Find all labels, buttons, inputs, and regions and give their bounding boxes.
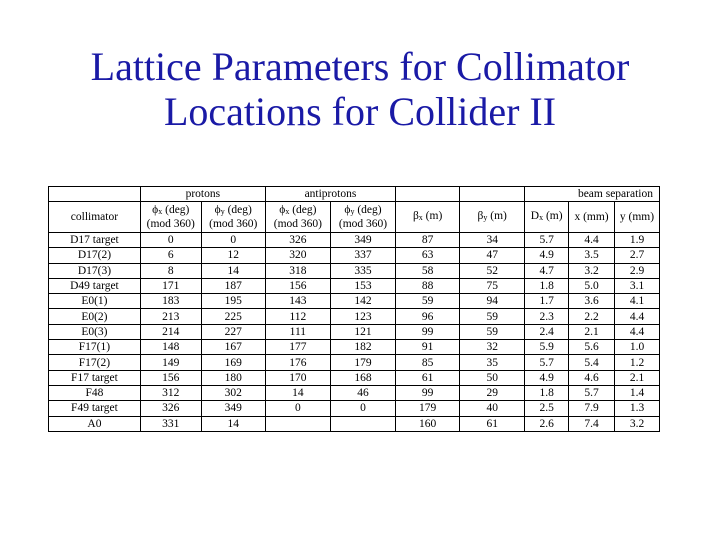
cell-phi-y-protons: 225 [201,309,265,324]
cell-separation-x: 4.4 [569,233,615,248]
cell-beta-y: 34 [460,233,525,248]
cell-phi-y-antiprotons: 142 [330,294,395,309]
cell-collimator-name: E0(1) [49,294,141,309]
cell-phi-x-antiprotons: 143 [265,294,330,309]
cell-separation-y: 1.2 [615,355,660,370]
cell-phi-x-protons: 149 [140,355,201,370]
table-row [49,355,660,370]
phi-symbol: ϕ [279,204,286,216]
cell-phi-x-antiprotons: 112 [265,309,330,324]
cell-beta-x: 88 [396,278,460,293]
table-row [49,340,660,355]
group-header-empty [49,187,141,202]
subscript: y [483,213,488,222]
cell-phi-y-antiprotons: 179 [330,355,395,370]
cell-beta-x: 87 [396,233,460,248]
cell-phi-x-protons: 0 [140,233,201,248]
cell-phi-y-antiprotons: 337 [330,248,395,263]
cell-separation-x: 7.9 [569,401,615,416]
subscript: x [539,213,544,222]
mod-label: (mod 360) [209,218,258,230]
cell-collimator-name: E0(3) [49,324,141,339]
subscript: y [350,207,355,216]
col-header-beta-y [460,202,525,233]
cell-phi-y-protons: 180 [201,370,265,385]
cell-phi-y-antiprotons: 0 [330,401,395,416]
cell-dispersion-x: 1.8 [525,385,569,400]
cell-beta-x: 58 [396,263,460,278]
cell-dispersion-x: 2.4 [525,324,569,339]
cell-separation-x: 5.4 [569,355,615,370]
col-header-collimator [49,202,141,233]
table-row [49,294,660,309]
slide-title-line-1: Lattice Parameters for Collimator [90,44,630,89]
cell-phi-y-antiprotons: 121 [330,324,395,339]
col-header-phi-x-antiprotons [265,202,330,233]
col-header-phi-x-protons [140,202,201,233]
cell-collimator-name: F17(2) [49,355,141,370]
cell-separation-y: 4.1 [615,294,660,309]
table-row [49,416,660,431]
cell-beta-x: 91 [396,340,460,355]
table-group-header-row [49,187,660,202]
cell-collimator-name: D17(3) [49,263,141,278]
cell-dispersion-x: 2.5 [525,401,569,416]
cell-collimator-name: D17(2) [49,248,141,263]
cell-separation-y: 1.0 [615,340,660,355]
cell-phi-x-protons: 171 [140,278,201,293]
unit-label: (m) [545,210,563,222]
cell-separation-x: 2.2 [569,309,615,324]
unit-label: (deg) [292,204,317,216]
cell-dispersion-x: 2.3 [525,309,569,324]
cell-dispersion-x: 4.9 [525,370,569,385]
cell-dispersion-x: 5.7 [525,355,569,370]
cell-phi-y-protons: 187 [201,278,265,293]
group-header-empty [396,187,460,202]
cell-phi-y-antiprotons: 335 [330,263,395,278]
cell-phi-x-antiprotons: 170 [265,370,330,385]
cell-phi-x-protons: 8 [140,263,201,278]
cell-collimator-name: F17 target [49,370,141,385]
cell-phi-y-antiprotons: 46 [330,385,395,400]
cell-beta-y: 50 [460,370,525,385]
cell-beta-x: 63 [396,248,460,263]
lattice-parameters-table [48,186,660,432]
cell-beta-y: 40 [460,401,525,416]
cell-phi-x-protons: 183 [140,294,201,309]
group-header-empty [460,187,525,202]
cell-dispersion-x: 4.9 [525,248,569,263]
cell-separation-y: 2.1 [615,370,660,385]
cell-beta-y: 29 [460,385,525,400]
cell-beta-x: 59 [396,294,460,309]
cell-phi-x-protons: 213 [140,309,201,324]
cell-phi-y-antiprotons [330,416,395,431]
cell-phi-x-protons: 312 [140,385,201,400]
cell-phi-y-antiprotons: 349 [330,233,395,248]
cell-beta-y: 94 [460,294,525,309]
cell-beta-y: 47 [460,248,525,263]
cell-phi-y-protons: 14 [201,263,265,278]
dispersion-symbol: D [530,210,540,222]
cell-phi-x-antiprotons: 177 [265,340,330,355]
group-header-beam-separation: beam separation [525,187,660,202]
cell-separation-y: 3.2 [615,416,660,431]
mod-label: (mod 360) [338,218,388,230]
cell-separation-x: 5.0 [569,278,615,293]
cell-separation-x: 3.5 [569,248,615,263]
table-row [49,233,660,248]
cell-phi-y-protons: 349 [201,401,265,416]
cell-collimator-name: A0 [49,416,141,431]
cell-beta-x: 160 [396,416,460,431]
slide-title [0,44,720,134]
cell-separation-y: 1.9 [615,233,660,248]
unit-label: (m) [425,210,443,222]
col-header-separation-x: x (mm) [569,202,615,233]
cell-dispersion-x: 5.9 [525,340,569,355]
cell-beta-x: 96 [396,309,460,324]
cell-collimator-name: E0(2) [49,309,141,324]
cell-beta-y: 75 [460,278,525,293]
cell-phi-x-protons: 156 [140,370,201,385]
cell-beta-x: 99 [396,385,460,400]
cell-separation-x: 5.6 [569,340,615,355]
table-column-header-row [49,202,660,233]
cell-beta-x: 179 [396,401,460,416]
col-header-collimator-label: collimator [70,211,119,223]
cell-separation-x: 3.2 [569,263,615,278]
table-row [49,324,660,339]
cell-phi-x-protons: 214 [140,324,201,339]
phi-symbol: ϕ [214,204,221,216]
beta-symbol: β [477,210,484,222]
table-row [49,248,660,263]
cell-phi-x-protons: 148 [140,340,201,355]
unit-label: (m) [490,210,507,222]
cell-phi-y-protons: 169 [201,355,265,370]
group-header-protons: protons [140,187,265,202]
slide-title-line-2: Locations for Collider II [163,89,557,134]
cell-phi-x-antiprotons: 156 [265,278,330,293]
lattice-parameters-table-container [48,186,660,432]
unit-label: (deg) [357,204,382,216]
table-row [49,385,660,400]
cell-separation-x: 7.4 [569,416,615,431]
cell-beta-y: 61 [460,416,525,431]
cell-separation-y: 2.7 [615,248,660,263]
cell-separation-y: 4.4 [615,309,660,324]
col-header-phi-y-protons [201,202,265,233]
cell-separation-y: 3.1 [615,278,660,293]
group-header-antiprotons: antiprotons [265,187,395,202]
cell-separation-y: 4.4 [615,324,660,339]
cell-dispersion-x: 2.6 [525,416,569,431]
table-body [49,233,660,432]
table-row [49,309,660,324]
subscript: x [418,213,423,222]
cell-phi-x-antiprotons [265,416,330,431]
cell-dispersion-x: 1.8 [525,278,569,293]
cell-phi-y-antiprotons: 153 [330,278,395,293]
subscript: x [158,207,163,216]
table-row [49,401,660,416]
cell-phi-y-protons: 14 [201,416,265,431]
cell-phi-y-protons: 195 [201,294,265,309]
cell-beta-x: 99 [396,324,460,339]
col-header-beta-x [396,202,460,233]
subscript: x [285,207,290,216]
cell-beta-y: 35 [460,355,525,370]
cell-phi-y-antiprotons: 168 [330,370,395,385]
cell-phi-x-antiprotons: 318 [265,263,330,278]
cell-beta-y: 32 [460,340,525,355]
table-row [49,263,660,278]
cell-phi-y-antiprotons: 182 [330,340,395,355]
subscript: y [220,207,225,216]
cell-beta-x: 85 [396,355,460,370]
cell-separation-y: 2.9 [615,263,660,278]
cell-beta-y: 59 [460,324,525,339]
cell-dispersion-x: 4.7 [525,263,569,278]
cell-beta-y: 52 [460,263,525,278]
cell-separation-x: 2.1 [569,324,615,339]
cell-dispersion-x: 1.7 [525,294,569,309]
cell-collimator-name: F17(1) [49,340,141,355]
unit-label: (deg) [165,204,190,216]
phi-symbol: ϕ [344,204,351,216]
cell-phi-y-protons: 227 [201,324,265,339]
cell-phi-x-protons: 6 [140,248,201,263]
cell-phi-y-protons: 302 [201,385,265,400]
unit-label: (deg) [227,204,252,216]
cell-beta-x: 61 [396,370,460,385]
col-header-dispersion-x [525,202,569,233]
cell-collimator-name: D49 target [49,278,141,293]
cell-phi-y-protons: 0 [201,233,265,248]
cell-separation-y: 1.4 [615,385,660,400]
cell-phi-y-protons: 167 [201,340,265,355]
cell-separation-x: 4.6 [569,370,615,385]
cell-collimator-name: F48 [49,385,141,400]
cell-separation-x: 3.6 [569,294,615,309]
cell-collimator-name: F49 target [49,401,141,416]
col-header-separation-y: y (mm) [615,202,660,233]
cell-phi-y-antiprotons: 123 [330,309,395,324]
cell-phi-x-protons: 331 [140,416,201,431]
table-row [49,278,660,293]
cell-phi-x-antiprotons: 111 [265,324,330,339]
cell-collimator-name: D17 target [49,233,141,248]
table-row [49,370,660,385]
cell-phi-x-antiprotons: 320 [265,248,330,263]
cell-phi-x-antiprotons: 176 [265,355,330,370]
mod-label: (mod 360) [146,218,195,230]
cell-separation-x: 5.7 [569,385,615,400]
phi-symbol: ϕ [152,204,159,216]
cell-phi-x-antiprotons: 326 [265,233,330,248]
cell-beta-y: 59 [460,309,525,324]
cell-separation-y: 1.3 [615,401,660,416]
beta-symbol: β [412,210,419,222]
cell-phi-x-antiprotons: 0 [265,401,330,416]
mod-label: (mod 360) [273,218,322,230]
cell-phi-y-protons: 12 [201,248,265,263]
col-header-phi-y-antiprotons [330,202,395,233]
cell-phi-x-antiprotons: 14 [265,385,330,400]
cell-phi-x-protons: 326 [140,401,201,416]
cell-dispersion-x: 5.7 [525,233,569,248]
